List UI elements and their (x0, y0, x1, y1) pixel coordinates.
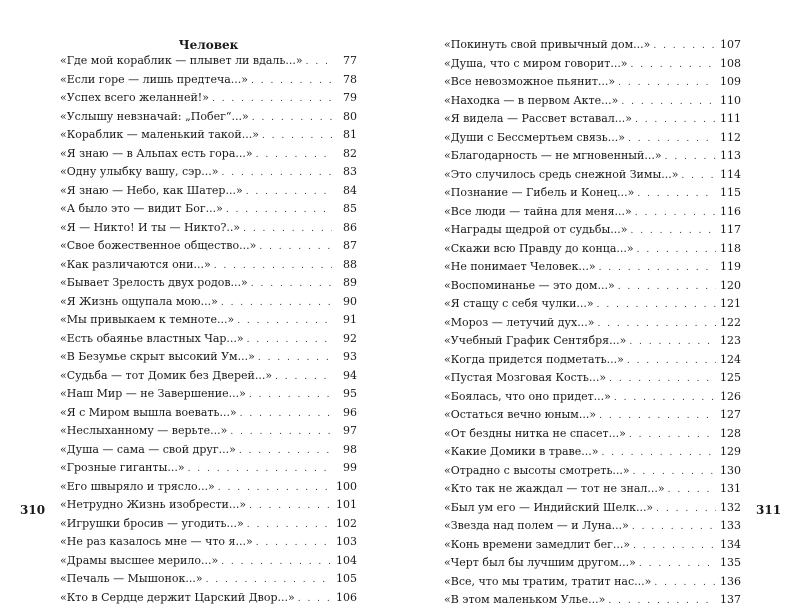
toc-entry-page: 85 (343, 202, 357, 215)
dot-leader (618, 74, 716, 92)
toc-entry-title: «Все, что мы тратим, тратит нас...» (444, 574, 652, 588)
dot-leader (243, 220, 332, 238)
toc-entry-title: «Не раз казалось мне — что я...» (60, 535, 253, 548)
dot-leader (668, 481, 716, 499)
toc-entry-page: 79 (343, 91, 357, 104)
toc-entry-title: «Отрадно с высоты смотреть...» (444, 463, 630, 477)
toc-entry-title: «Игрушки бросив — угодить...» (60, 516, 244, 530)
dot-leader (259, 238, 332, 256)
dot-leader (306, 53, 332, 71)
toc-entry-title: «Воспоминанье — это дом...» (444, 278, 615, 292)
toc-entry-title: «Когда придется подметать...» (444, 352, 624, 366)
toc-entry-title: «Все люди — тайна для меня...» (444, 204, 632, 218)
toc-entry-page: 95 (343, 387, 357, 400)
toc-entry-page: 113 (720, 149, 741, 162)
toc-entry-page: 126 (720, 389, 741, 403)
toc-entry-page: 118 (720, 241, 741, 255)
toc-entry-page: 121 (720, 297, 741, 310)
toc-entry (60, 533, 357, 552)
toc-entry-page: 137 (720, 593, 741, 606)
toc-entry (60, 52, 357, 71)
dot-leader (226, 201, 332, 219)
toc-entry (444, 55, 741, 74)
toc-entry-title: «Я Жизнь ощупала мою...» (60, 294, 218, 308)
page-number-left: 310 (20, 503, 46, 517)
toc-entry-title: «Это случилось средь снежной Зимы...» (444, 167, 679, 181)
toc-entry-page: 87 (343, 239, 357, 252)
toc-entry-page: 124 (720, 352, 741, 366)
dot-leader (298, 590, 332, 608)
dot-leader (252, 109, 332, 127)
toc-entry (60, 311, 357, 330)
toc-entry (444, 240, 741, 259)
toc-entry-page: 96 (343, 405, 357, 419)
dot-leader (221, 294, 332, 312)
toc-entry (444, 406, 741, 425)
dot-leader (629, 426, 716, 444)
dot-leader (256, 534, 332, 552)
toc-entry-title: «Услышу невзначай: „Побег“...» (60, 109, 249, 123)
toc-entry-page: 119 (720, 260, 741, 273)
dot-leader (237, 312, 332, 330)
toc-entry (60, 441, 357, 460)
toc-entry-title: «Наш Мир — не Завершение...» (60, 387, 246, 400)
toc-entry-title: «Покинуть свой привычный дом...» (444, 38, 651, 51)
left-page (0, 0, 400, 604)
dot-leader (249, 497, 332, 515)
toc-entry (444, 443, 741, 462)
toc-entry-page: 131 (720, 482, 741, 495)
toc-entry-title: «Кто так не жаждал — тот не знал...» (444, 482, 665, 495)
toc-entry-page: 92 (343, 331, 357, 345)
toc-entry-page: 110 (720, 93, 741, 107)
toc-entry-title: «Я стащу с себя чулки...» (444, 297, 594, 310)
dot-leader (653, 37, 716, 55)
toc-entry (60, 71, 357, 90)
toc-entry (60, 126, 357, 145)
toc-entry-title: «Был ум его — Индийский Шелк...» (444, 500, 654, 514)
toc-entry (444, 73, 741, 92)
toc-entry-title: «Я знаю — в Альпах есть гора...» (60, 146, 253, 160)
toc-entry-page: 112 (720, 130, 741, 144)
dot-leader (221, 553, 332, 571)
toc-entry-page: 88 (343, 257, 357, 271)
toc-entry-title: «Черт был бы лучшим другом...» (444, 556, 636, 569)
dot-leader (609, 370, 716, 388)
toc-entry (444, 129, 741, 148)
toc-entry (60, 293, 357, 312)
toc-entry (60, 367, 357, 386)
dot-leader (627, 352, 716, 370)
toc-entry (444, 480, 741, 499)
toc-entry (60, 348, 357, 367)
toc-entry-page: 130 (720, 463, 741, 477)
page-number-right: 311 (756, 503, 782, 517)
toc-entry (60, 219, 357, 238)
toc-entry-title: «Благодарность — не мгновенный...» (444, 149, 662, 162)
dot-leader (212, 90, 332, 108)
dot-leader (251, 275, 332, 293)
toc-entry (444, 388, 741, 407)
toc-entry-title: «Душа, что с миром говорит...» (444, 56, 628, 70)
toc-entry (444, 147, 741, 166)
toc-entry (444, 369, 741, 388)
toc-entry (444, 517, 741, 536)
toc-entry-page: 123 (720, 334, 741, 347)
dot-leader (633, 463, 716, 481)
toc-entry-title: «Как различаются они...» (60, 257, 211, 271)
toc-entry-page: 101 (336, 498, 357, 511)
toc-entry (444, 92, 741, 111)
toc-entry (60, 182, 357, 201)
right-page (400, 0, 800, 606)
toc-entry-title: «Одну улыбку вашу, сэр...» (60, 165, 219, 178)
toc-entry-title: «Где мой кораблик — плывет ли вдаль...» (60, 54, 303, 67)
toc-entry-title: «Душа — сама — свой друг...» (60, 442, 236, 456)
toc-entry-title: «Неслыханному — верьте...» (60, 424, 228, 437)
toc-entry (60, 330, 357, 349)
dot-leader (608, 592, 716, 610)
toc-entry-title: «Кораблик — маленький такой...» (60, 128, 259, 141)
toc-entry-title: «В Безумье скрыт высокий Ум...» (60, 350, 255, 363)
toc-entry-page: 109 (720, 75, 741, 88)
dot-leader (637, 241, 716, 259)
toc-entry-page: 103 (336, 535, 357, 548)
toc-entry (444, 221, 741, 240)
toc-entry-page: 115 (720, 186, 741, 199)
toc-entry-title: «Если горе — лишь предтеча...» (60, 72, 248, 86)
toc-entry-title: «Скажи всю Правду до конца...» (444, 241, 634, 255)
section-title: Человек (178, 38, 239, 52)
toc-entry-page: 117 (720, 223, 741, 236)
toc-entry-title: «Нетрудно Жизнь изобрести...» (60, 498, 247, 511)
toc-entry (444, 573, 741, 592)
toc-entry-page: 136 (720, 574, 741, 588)
toc-entry (444, 110, 741, 129)
toc-entry-title: «Остаться вечно юным...» (444, 408, 597, 421)
toc-entry-title: «Какие Домики в траве...» (444, 445, 599, 458)
dot-leader (230, 423, 332, 441)
toc-entry-page: 122 (720, 315, 741, 329)
toc-entry (444, 536, 741, 555)
dot-leader (188, 460, 332, 478)
toc-entry-page: 93 (343, 350, 357, 363)
toc-entry-title: «Печаль — Мышонок...» (60, 572, 203, 585)
toc-entry-page: 81 (343, 128, 357, 141)
toc-entry-page: 78 (343, 72, 357, 86)
toc-entry (60, 552, 357, 571)
toc-entry-page: 127 (720, 408, 741, 421)
dot-leader (635, 204, 716, 222)
dot-leader (599, 259, 716, 277)
toc-entry-page: 99 (343, 461, 357, 474)
toc-entry-page: 77 (343, 54, 357, 67)
toc-entry-page: 105 (336, 572, 357, 585)
toc-entry-page: 111 (720, 112, 741, 125)
toc-entry-title: «Конь времени замедлит бег...» (444, 537, 631, 551)
toc-entry-page: 132 (720, 500, 741, 514)
toc-entry (444, 166, 741, 185)
toc-entry-page: 134 (720, 537, 741, 551)
dot-leader (631, 56, 716, 74)
toc-entry (444, 258, 741, 277)
dot-leader (249, 386, 332, 404)
toc-entry (60, 404, 357, 423)
dot-leader (218, 479, 332, 497)
dot-leader (639, 555, 716, 573)
toc-entry (60, 256, 357, 275)
toc-entry (60, 385, 357, 404)
dot-leader (601, 444, 716, 462)
dot-leader (654, 574, 716, 592)
toc-entry (444, 277, 741, 296)
toc-entry-page: 108 (720, 56, 741, 70)
toc-entry-page: 106 (336, 590, 357, 604)
dot-leader (246, 183, 332, 201)
toc-entry-page: 97 (343, 424, 357, 437)
toc-list-right (444, 36, 741, 610)
toc-entry-page: 114 (720, 167, 741, 181)
dot-leader (214, 257, 332, 275)
toc-entry (444, 295, 741, 314)
toc-entry-page: 135 (720, 556, 741, 569)
toc-entry (444, 203, 741, 222)
toc-entry (60, 422, 357, 441)
toc-entry-page: 89 (343, 276, 357, 289)
toc-entry-title: «А было это — видит Бог...» (60, 202, 223, 215)
toc-entry (444, 425, 741, 444)
toc-entry (60, 478, 357, 497)
dot-leader (633, 537, 716, 555)
toc-entry (60, 89, 357, 108)
toc-entry-page: 83 (343, 165, 357, 178)
toc-entry (444, 332, 741, 351)
toc-entry-page: 125 (720, 371, 741, 384)
toc-entry-title: «Я — Никто! И ты — Никто?..» (60, 220, 241, 234)
toc-entry-title: «Я видела — Рассвет вставал...» (444, 112, 632, 125)
toc-entry-title: «Находка — в первом Акте...» (444, 93, 619, 107)
toc-entry (60, 237, 357, 256)
dot-leader (251, 72, 332, 90)
dot-leader (597, 296, 716, 314)
toc-entry-page: 82 (343, 146, 357, 160)
toc-entry-title: «Драмы высшее мерило...» (60, 553, 219, 567)
toc-entry-page: 107 (720, 38, 741, 51)
dot-leader (240, 405, 332, 423)
toc-entry (444, 462, 741, 481)
dot-leader (656, 500, 716, 518)
toc-entry (60, 515, 357, 534)
toc-entry (60, 496, 357, 515)
toc-entry (444, 184, 741, 203)
toc-entry-page: 100 (336, 479, 357, 493)
toc-entry-title: «Учебный График Сентября...» (444, 334, 627, 347)
dot-leader (256, 146, 332, 164)
toc-entry-page: 90 (343, 294, 357, 308)
toc-entry-title: «Его швыряло и трясло...» (60, 479, 215, 493)
toc-entry-page: 102 (336, 516, 357, 530)
toc-entry-title: «Я знаю — Небо, как Шатер...» (60, 183, 243, 197)
toc-entry-page: 86 (343, 220, 357, 234)
toc-entry-page: 133 (720, 519, 741, 532)
toc-entry-title: «Пустая Мозговая Кость...» (444, 371, 607, 384)
toc-entry (444, 591, 741, 610)
toc-entry-title: «Души с Бессмертьем связь...» (444, 130, 626, 144)
toc-entry-title: «Награды щедрой от судьбы...» (444, 223, 628, 236)
toc-entry (444, 554, 741, 573)
toc-entry (444, 314, 741, 333)
dot-leader (599, 407, 716, 425)
toc-entry-page: 84 (343, 183, 357, 197)
dot-leader (262, 127, 332, 145)
toc-entry-page: 104 (336, 553, 357, 567)
dot-leader (597, 315, 716, 333)
dot-leader (632, 518, 716, 536)
toc-entry-page: 94 (343, 368, 357, 382)
toc-list-left (60, 52, 357, 607)
dot-leader (628, 130, 716, 148)
toc-entry-title: «Кто в Сердце держит Царский Двор...» (60, 590, 295, 604)
dot-leader (206, 571, 332, 589)
dot-leader (635, 111, 716, 129)
dot-leader (665, 148, 716, 166)
toc-entry-title: «Я с Миром вышла воевать...» (60, 405, 237, 419)
dot-leader (614, 389, 716, 407)
toc-entry-title: «Бывает Зрелость двух родов...» (60, 276, 248, 289)
toc-entry (60, 163, 357, 182)
toc-entry-page: 128 (720, 426, 741, 440)
toc-entry-title: «В этом маленьком Улье...» (444, 593, 606, 606)
toc-entry-title: «Успех всего желанней!» (60, 91, 209, 104)
toc-entry-page: 120 (720, 278, 741, 292)
toc-entry (444, 36, 741, 55)
toc-entry (60, 145, 357, 164)
toc-entry-title: «Судьба — тот Домик без Дверей...» (60, 368, 273, 382)
dot-leader (618, 278, 716, 296)
dot-leader (630, 222, 716, 240)
dot-leader (275, 368, 332, 386)
toc-entry-title: «Не понимает Человек...» (444, 260, 596, 273)
toc-entry (444, 351, 741, 370)
toc-entry-page: 80 (343, 109, 357, 123)
dot-leader (258, 349, 332, 367)
toc-entry (60, 459, 357, 478)
dot-leader (681, 167, 716, 185)
toc-entry-title: «Грозные гиганты...» (60, 461, 185, 474)
toc-entry-page: 116 (720, 204, 741, 218)
toc-entry (444, 499, 741, 518)
dot-leader (247, 516, 332, 534)
toc-entry-title: «Мы привыкаем к темноте...» (60, 313, 235, 326)
dot-leader (239, 442, 332, 460)
toc-entry-title: «Все невозможное пьянит...» (444, 75, 616, 88)
toc-entry-page: 98 (343, 442, 357, 456)
toc-entry (60, 108, 357, 127)
dot-leader (629, 333, 716, 351)
dot-leader (247, 331, 332, 349)
toc-entry-title: «Мороз — летучий дух...» (444, 315, 595, 329)
toc-entry-title: «От бездны нитка не спасет...» (444, 426, 626, 440)
dot-leader (621, 93, 716, 111)
toc-entry-page: 91 (343, 313, 357, 326)
toc-entry-page: 129 (720, 445, 741, 458)
toc-entry-title: «Боялась, что оно придет...» (444, 389, 611, 403)
toc-entry-title: «Есть обаянье властных Чар...» (60, 331, 244, 345)
dot-leader (222, 164, 332, 182)
dot-leader (637, 185, 716, 203)
toc-entry-title: «Звезда над полем — и Луна...» (444, 519, 629, 532)
toc-entry-title: «Свое божественное общество...» (60, 239, 257, 252)
toc-entry (60, 589, 357, 608)
toc-entry (60, 200, 357, 219)
toc-entry (60, 274, 357, 293)
toc-entry-title: «Познание — Гибель и Конец...» (444, 186, 635, 199)
